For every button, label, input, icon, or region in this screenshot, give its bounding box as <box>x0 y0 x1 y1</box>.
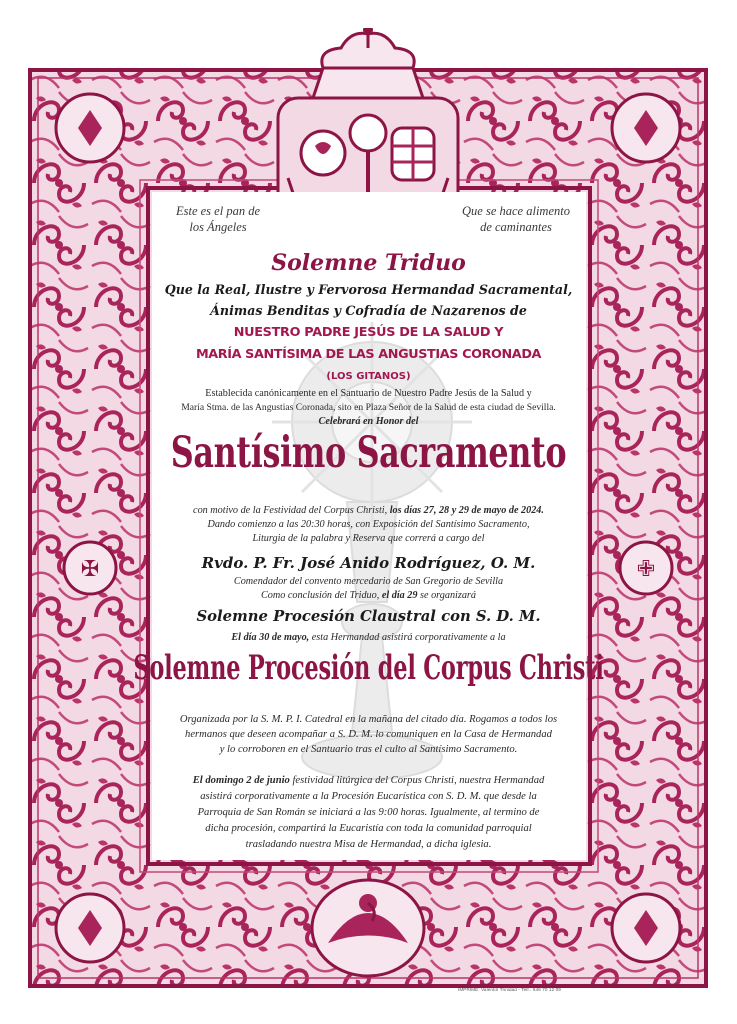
intro-line2: Ánimas Benditas y Cofradía de Nazarenos de <box>210 303 527 318</box>
sunday-line4: dicha procesión, compartirá la Eucaristía con toda la comunidad parroquial <box>205 823 532 834</box>
heading: Solemne Triduo <box>271 250 466 276</box>
conclusion-text-c: se organizará <box>417 590 476 601</box>
motto-left-line2: los Ángeles <box>189 220 247 234</box>
crest <box>278 28 458 218</box>
triduo-dates: los días 27, 28 y 29 de mayo de 2024. <box>389 505 544 516</box>
established-line1: Establecida canónicamente en el Santuario de Nuestro Padre Jesús de la Salud y <box>205 388 532 399</box>
pelican-medallion <box>312 880 424 976</box>
sunday-date: El domingo 2 de junio <box>192 775 290 786</box>
claustral-procession: Solemne Procesión Claustral con S. D. M. <box>196 608 541 625</box>
honor-line: Celebrará en Honor del <box>318 416 419 427</box>
corpus-intro-text: esta Hermandad asistirá corporativamente a la <box>309 632 506 643</box>
corpus-title: Solemne Procesión del Corpus Christi <box>133 648 604 688</box>
intro-line1: Que la Real, Ilustre y Fervorosa Hermandad Sacramental, <box>164 282 573 297</box>
motto-left <box>148 203 288 235</box>
titular-line1: NUESTRO PADRE JESÚS DE LA SALUD Y <box>233 325 504 340</box>
svg-text:✙: ✙ <box>636 557 656 582</box>
sunday-line1 <box>0 773 737 789</box>
cathedral-line3: y lo corroboren en el Santuario tras el culto al Santísimo Sacramento. <box>219 744 518 755</box>
titular-nickname: (LOS GITANOS) <box>326 371 411 382</box>
triduo-line3: Liturgia de la palabra y Reserva que correrá a cargo del <box>252 533 485 544</box>
titular-line2: MARÍA SANTÍSIMA DE LAS ANGUSTIAS CORONADA <box>195 347 542 362</box>
corpus-date: El día 30 de mayo, <box>231 632 310 643</box>
cathedral-line2: hermanos que deseen acompañar a S. D. M. lo comuniquen en la Casa de Hermandad <box>185 729 552 740</box>
printer-credit: IMPRIME: Valentín Trinidad - Telf.: 646 70 12 09 <box>458 987 561 992</box>
triduo-line1-text: con motivo de la Festividad del Corpus Christi, <box>193 505 390 516</box>
sunday-line3: Parroquia de San Román se iniciará a las 9:00 horas. Igualmente, al termino de <box>197 807 540 818</box>
triduo-line1 <box>0 505 737 516</box>
sunday-line1-text: festividad litúrgica del Corpus Christi, nuestra Hermandad <box>289 775 545 786</box>
svg-text:✠: ✠ <box>80 557 100 582</box>
conclusion-date: el día 29 <box>381 590 418 601</box>
conclusion-line <box>0 590 737 601</box>
main-title: Santísimo Sacramento <box>170 428 567 478</box>
motto-right-line1: Que se hace alimento <box>462 204 570 218</box>
corpus-intro <box>0 632 737 643</box>
cathedral-line1: Organizada por la S. M. P. I. Catedral en la mañana del citado día. Rogamos a todos los <box>179 714 558 725</box>
motto-left-line1: Este es el pan de <box>175 204 260 218</box>
preacher-name: Rvdo. P. Fr. José Anido Rodríguez, O. M. <box>201 554 536 572</box>
conclusion-text-a: Como conclusión del Triduo, <box>261 590 382 601</box>
preacher-role: Comendador del convento mercedario de San Gregorio de Sevilla <box>233 576 504 587</box>
motto-right <box>446 203 586 235</box>
sunday-line5: trasladando nuestra Misa de Hermandad, a dicha iglesia. <box>245 839 492 850</box>
triduo-line2: Dando comienzo a las 20:30 horas, con Exposición del Santísimo Sacramento, <box>207 519 530 530</box>
established-line2: María Stma. de las Angustias Coronada, sito en Plaza Señor de la Salud de esta ciudad de Sevilla. <box>181 402 556 413</box>
motto-right-line2: de caminantes <box>480 220 552 234</box>
sunday-line2: asistirá corporativamente a la Procesión Eucarística con S. D. M. que desde la <box>200 791 537 802</box>
